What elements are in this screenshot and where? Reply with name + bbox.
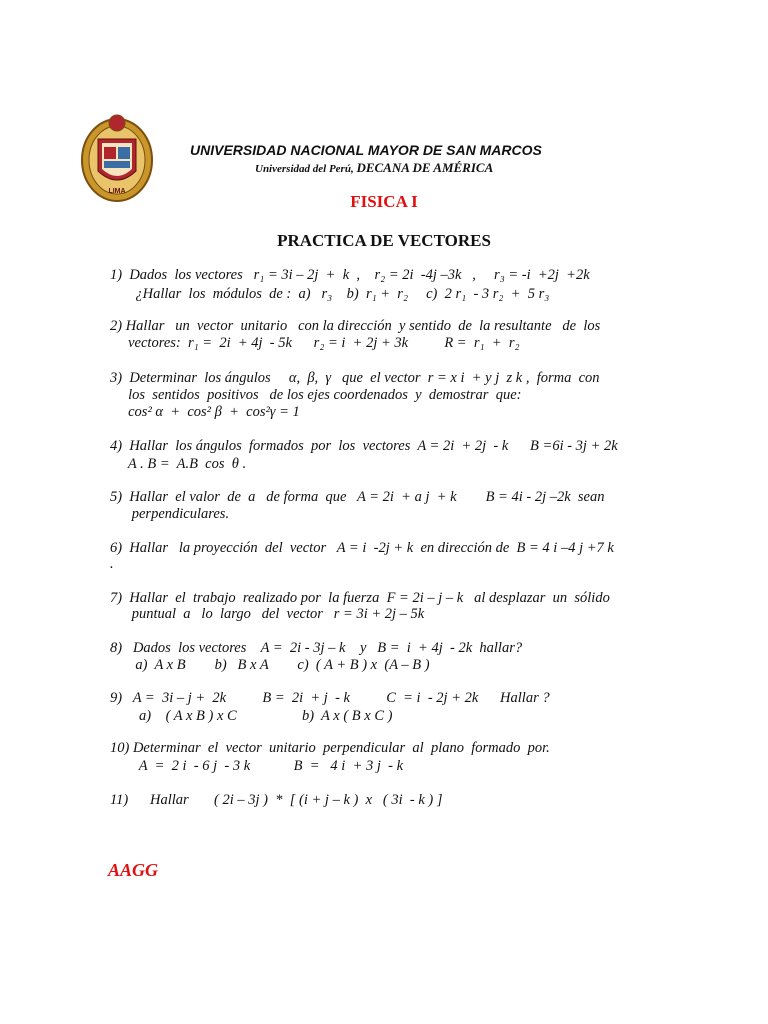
problem-9-line-2: a) ( A x B ) x C b) A x ( B x C ) (110, 708, 393, 724)
seal-text: LIMA (108, 188, 126, 195)
university-subtitle (255, 160, 595, 176)
practice-title: PRACTICA DE VECTORES (277, 231, 491, 250)
problem-5-line-1: 5) Hallar el valor de a de forma que A = 2i + a j + k B = 4i - 2j –2k sean (110, 489, 605, 505)
problem-8-line-1: 8) Dados los vectores A = 2i - 3j – k y B = i + 4j - 2k hallar? (110, 640, 523, 656)
problem-4-line-2: A . B = A.B cos θ . (110, 456, 247, 472)
problem-11-line-1: 11) Hallar ( 2i – 3j ) * [ (i + j – k ) x ( 3i - k ) ] (110, 792, 443, 808)
problem-9-line-1: 9) A = 3i – j + 2k B = 2i + j - k C = i - 2j + 2k Hallar ? (110, 690, 550, 706)
university-seal-logo (80, 113, 154, 203)
problem-3-line-2: los sentidos positivos de los ejes coordenados y demostrar que: (110, 387, 522, 403)
problem-10-line-1: 10) Determinar el vector unitario perpendicular al plano formado por. (110, 740, 550, 756)
author-initials: AAGG (108, 860, 159, 880)
subtitle-big: DECANA DE AMÉRICA (356, 160, 494, 175)
problem-6-line-1: 6) Hallar la proyección del vector A = i -2j + k en dirección de B = 4 i –4 j +7 k (110, 540, 614, 556)
problem-3-line-1: 3) Determinar los ángulos α, β, γ que el vector r = x i + y j z k , forma con (110, 370, 600, 386)
problem-5-line-2: perpendiculares. (110, 506, 230, 522)
problem-7-line-1: 7) Hallar el trabajo realizado por la fuerza F = 2i – j – k al desplazar un sólido (110, 590, 610, 606)
problem-10-line-2: A = 2 i - 6 j - 3 k B = 4 i + 3 j - k (110, 758, 404, 774)
problem-3-line-3: cos² α + cos² β + cos²γ = 1 (110, 404, 300, 420)
problem-6-line-2: . (110, 556, 114, 572)
problem-8-line-2: a) A x B b) B x A c) ( A + B ) x (A – B ) (110, 657, 430, 673)
problem-1-line-1: 1) Dados los vectores r₁ = 3i – 2j + k , r₂ = 2i -4j –3k , r₃ = -i +2j +2k (110, 267, 590, 283)
problem-2-line-2: vectores: r₁ = 2i + 4j - 5k r₂ = i + 2j + 3k R = r₁ + r₂ (110, 335, 520, 351)
problem-4-line-1: 4) Hallar los ángulos formados por los vectores A = 2i + 2j - k B =6i - 3j + 2k (110, 438, 618, 454)
subtitle-small: Universidad del Perú, (255, 163, 354, 175)
problem-1-line-2: ¿Hallar los módulos de : a) r₃ b) r₁ + r₂ c) 2 r₁ - 3 r₂ + 5 r₃ (110, 286, 550, 302)
university-name: UNIVERSIDAD NACIONAL MAYOR DE SAN MARCOS (190, 142, 542, 158)
problem-2-line-1: 2) Hallar un vector unitario con la dirección y sentido de la resultante de los (110, 318, 601, 334)
problem-7-line-2: puntual a lo largo del vector r = 3i + 2j – 5k (110, 606, 425, 622)
course-title: FISICA I (350, 192, 418, 211)
